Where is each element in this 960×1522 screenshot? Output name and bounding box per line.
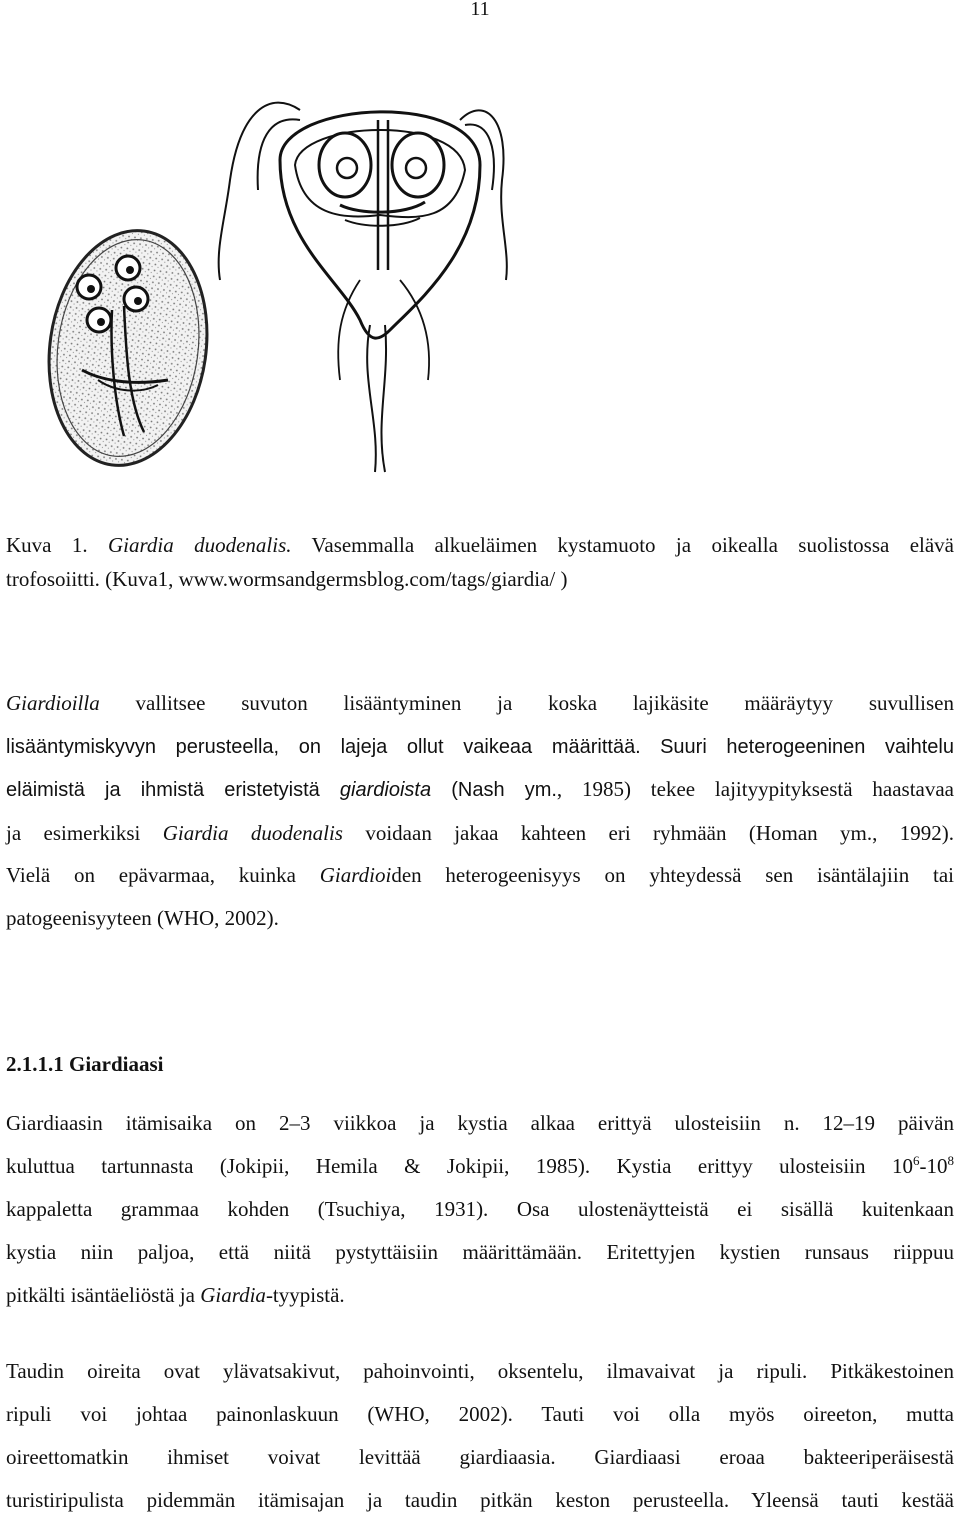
- trophozoite-drawing: [219, 103, 507, 472]
- para2-line: kuluttua tartunnasta (Jokipii, Hemila & Jokipii, 1985). Kystia erittyy ulosteisiin $10^6-10^8$: [6, 1153, 954, 1178]
- para1-line: lisääntymiskyvyn perusteella, on lajeja ollut vaikeaa määrittää. Suuri heterogeeninen vaihtelu: [6, 735, 954, 758]
- page-number: 11: [470, 0, 490, 20]
- section-heading: 2.1.1.1 Giardiaasi: [6, 1052, 164, 1076]
- para2-line: kappaletta grammaa kohden (Tsuchiya, 1931). Osa ulostenäytteistä ei sisällä kuitenkaan: [6, 1197, 954, 1221]
- para2-line: kystia niin paljoa, että niitä pystyttäisiin määrittämään. Eritettyjen kystien runsaus riippuu: [6, 1240, 954, 1264]
- para2-line: Giardiaasin itämisaika on 2–3 viikkoa ja kystia alkaa erittyä ulosteisiin n. 12–19 päivän: [6, 1111, 954, 1135]
- giardia-illustration: [40, 80, 520, 475]
- paragraph-1: [6, 682, 954, 940]
- para3-line: Taudin oireita ovat ylävatsakivut, pahoinvointi, oksentelu, ilmavaivat ja ripuli. Pitkäkestoinen: [6, 1359, 954, 1383]
- para2-line: pitkälti isäntäeliöstä ja Giardia-tyypistä.: [6, 1283, 345, 1307]
- cyst-drawing: [40, 220, 222, 475]
- para1-line: patogeenisyyteen (WHO, 2002).: [6, 905, 279, 930]
- para3-line: oireettomatkin ihmiset voivat levittää giardiaasia. Giardiaasi eroaa bakteeriperäisestä: [6, 1445, 954, 1469]
- para3-line: turistiripulista pidemmän itämisajan ja taudin pitkän keston perusteella. Yleensä tauti kestää: [6, 1488, 954, 1512]
- para1-line: Vielä on epävarmaa, kuinka Giardioiden heterogeenisyys on yhteydessä sen isäntälajiin tai: [6, 863, 954, 888]
- para1-line: Giardioilla vallitsee suvuton lisääntyminen ja koska lajikäsite määräytyy suvullisen: [6, 691, 954, 715]
- caption-line-2: trofosoiitti. (Kuva1, www.wormsandgermsblog.com/tags/giardia/ ): [6, 567, 568, 591]
- para3-line: ripuli voi johtaa painonlaskuun (WHO, 2002). Tauti voi olla myös oireeton, mutta: [6, 1402, 954, 1426]
- figure-caption: [6, 528, 954, 596]
- para1-line: eläimistä ja ihmistä eristetyistä giardioista (Nash ym., 1985) tekee lajityypityksestä haastavaa: [6, 777, 954, 802]
- caption-line-1: Kuva 1. Giardia duodenalis. Vasemmalla alkueläimen kystamuoto ja oikealla suolistossa elävä: [6, 533, 954, 557]
- paragraph-3: [6, 1350, 954, 1522]
- paragraph-2: [6, 1102, 954, 1317]
- para1-line: ja esimerkiksi Giardia duodenalis voidaan jakaa kahteen eri ryhmään (Homan ym., 1992).: [6, 820, 954, 845]
